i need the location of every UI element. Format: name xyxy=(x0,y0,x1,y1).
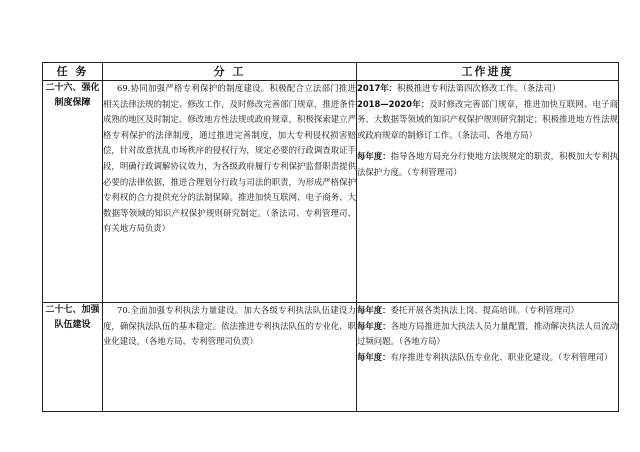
table-header-row xyxy=(43,63,619,81)
table-row xyxy=(43,303,619,412)
task-cell: 二十六、强化制度保障 xyxy=(43,81,103,303)
task-table xyxy=(42,62,619,412)
progress-cell xyxy=(357,303,619,412)
header-division: 分 工 xyxy=(103,63,357,81)
header-task: 任 务 xyxy=(43,63,103,81)
progress-text: 及时修改完善部门规章，推进加快互联网、电子商务、大数据等领域的知识产权保护规则研究制定；积极推进地方性法规或政府规章的制修订工作。（条法司、各地方局） xyxy=(357,98,618,140)
division-cell xyxy=(103,81,357,303)
progress-entry xyxy=(357,97,618,144)
progress-entry xyxy=(357,319,618,350)
progress-text: 委托开展各类执法上岗、提高培训。（专利管理司） xyxy=(390,305,579,315)
progress-period: 2017年： xyxy=(357,83,398,93)
task-cell: 二十七、加强队伍建设 xyxy=(43,303,103,412)
progress-period: 每年度： xyxy=(357,151,391,162)
division-text: 70.全面加强专利执法力量建设。加大各级专利执法队伍建设力度，确保执法队伍的基本稳定。依法推进专利执法队伍的专业化、职业化建设。（各地方局、专利管理司负责） xyxy=(103,305,356,347)
progress-text: 指导各地方局充分行使地方法规规定的职责，积极加大专利执法保护力度。（专利管理司） xyxy=(357,151,619,177)
progress-entry xyxy=(357,350,618,366)
progress-entry xyxy=(357,81,618,97)
header-progress: 工作进度 xyxy=(357,63,619,81)
progress-period: 每年度： xyxy=(357,320,391,331)
progress-text: 积极推进专利法第四次修改工作。（条法司） xyxy=(397,83,561,93)
progress-period: 每年度： xyxy=(357,305,391,315)
progress-entry xyxy=(357,303,618,319)
progress-cell xyxy=(357,81,619,303)
progress-text: 各地方局推进加大执法人员力量配置，推动解决执法人员流动过频问题。（各地方局） xyxy=(357,320,619,347)
progress-entry xyxy=(357,149,618,180)
division-text: 69.协同加强严格专利保护的制度建设。积极配合立法部门推进相关法律法规的制定、修改工作，及时修改完善部门规章，推进条件成熟的地区及时制定、修改地方性法规或政府规章，积极探索建立严格专利保护的法律制度，通过推进完善制度，加大专利侵权损害赔偿，针对故意扰乱市场秩序的侵权行为，规定必要的行政调查取证手段，明确行政调解协议效力，为各级政府履行专利保护监督职责提供必要的法律依据，推进合理划分行政与司法的职责，为形成严格保护专利权的合力提供充分的法制保障。推进加快互联网、电子商务、大数据等领域的知识产权保护规则研究制定。（条法司、专利管理司、有关地方局负责） xyxy=(103,83,356,234)
division-cell xyxy=(103,303,357,412)
table-row xyxy=(43,81,619,303)
progress-period: 2018—2020年： xyxy=(357,98,430,109)
progress-text: 有序推进专利执法队伍专业化、职业化建设。（专利管理司） xyxy=(390,351,613,362)
progress-period: 每年度： xyxy=(357,351,391,362)
